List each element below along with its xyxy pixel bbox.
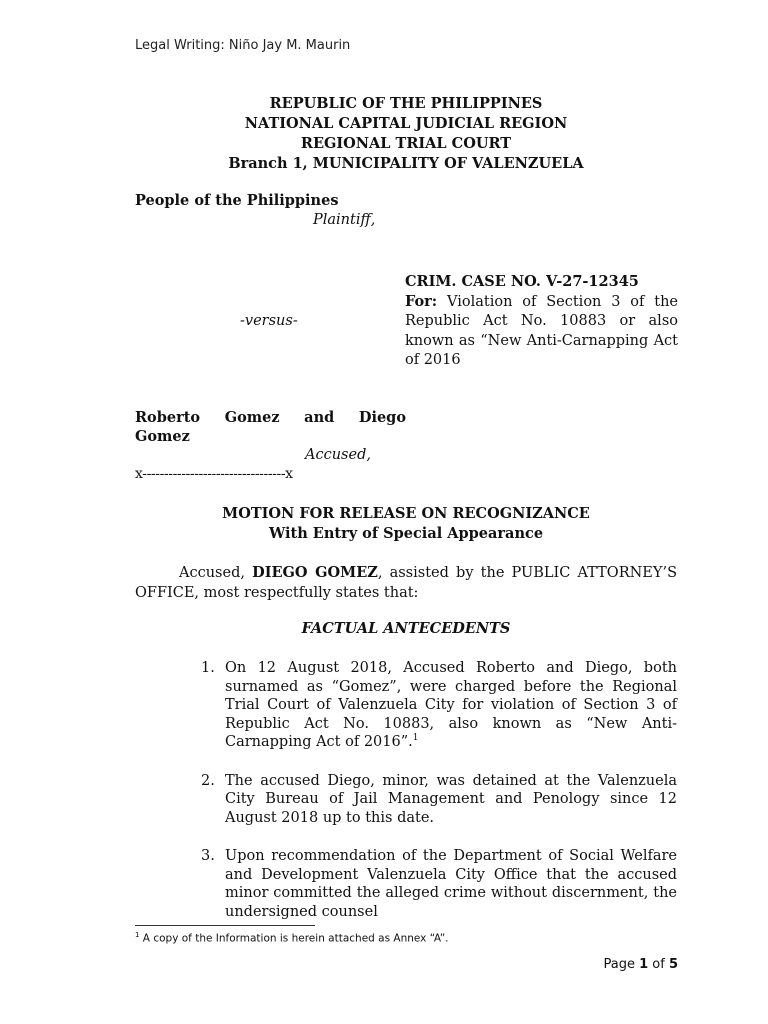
accused-names: Roberto Gomez and Diego Gomez	[135, 409, 406, 445]
plaintiff-name: People of the Philippines	[135, 192, 339, 209]
list-item-text: On 12 August 2018, Accused Roberto and Diego, both surnamed as “Gomez”, were charged before the Regional Trial Court of Valenzuela City for violation of Section 3 of Republic Act No. 10883, also known as “New Anti-Carnapping Act of 2016”.	[225, 660, 677, 750]
page-of: of	[648, 957, 669, 972]
footnote-reference[interactable]: 1	[412, 733, 419, 744]
motion-title	[135, 504, 677, 544]
case-for-text: Violation of Section 3 of the Republic Act No. 10883 or also known as “New Anti-Carnapping Act of 2016	[405, 293, 678, 368]
footnote-text: A copy of the Information is herein attached as Annex “A”.	[139, 932, 449, 945]
list-item-number: 1.	[201, 660, 215, 676]
section-heading: FACTUAL ANTECEDENTS	[301, 620, 511, 637]
footnote	[135, 931, 449, 945]
intro-paragraph	[135, 563, 677, 603]
page-number	[604, 957, 679, 972]
page-total: 5	[668, 957, 678, 972]
list-item-number: 3.	[201, 848, 215, 864]
antecedents-list	[201, 659, 677, 941]
court-line-trial-court: REGIONAL TRIAL COURT	[300, 135, 512, 152]
motion-title-sub: With Entry of Special Appearance	[268, 525, 544, 542]
page-current: 1	[639, 957, 649, 972]
intro-accused-name: DIEGO GOMEZ	[252, 564, 378, 581]
list-item-number: 2.	[201, 772, 215, 789]
court-line-region: NATIONAL CAPITAL JUDICIAL REGION	[244, 115, 568, 132]
motion-title-main: MOTION FOR RELEASE ON RECOGNIZANCE	[222, 505, 590, 522]
court-header	[135, 94, 677, 174]
footnote-divider	[135, 925, 315, 926]
intro-prefix: Accused,	[179, 565, 253, 581]
court-line-branch: Branch 1, MUNICIPALITY OF VALENZUELA	[228, 155, 584, 172]
court-line-republic: REPUBLIC OF THE PHILIPPINES	[269, 95, 543, 112]
list-item	[201, 847, 677, 921]
list-item	[201, 772, 677, 828]
plaintiff-role: Plaintiff,	[313, 212, 376, 228]
case-offense	[405, 292, 678, 371]
case-for-label: For:	[405, 292, 438, 310]
footnote-marker: 1	[135, 931, 140, 939]
page-label: Page	[603, 957, 640, 972]
accused-role: Accused,	[305, 447, 371, 463]
caption-separator: x---------------------------------x	[135, 466, 293, 482]
intro-suffix: , assisted by the PUBLIC ATTORNEY’S OFFICE, most respectfully states that:	[135, 565, 678, 601]
case-caption	[405, 272, 678, 371]
list-item-text: The accused Diego, minor, was detained at the Valenzuela City Bureau of Jail Management and Penology since 12 August 2018 up to this date.	[225, 772, 677, 826]
list-item	[201, 659, 677, 752]
list-item-text: Upon recommendation of the Department of Social Welfare and Development Valenzuela City Office that the accused minor committed the alleged crime without discernment, the undersigned counsel	[225, 848, 677, 920]
versus-label: -versus-	[240, 313, 298, 329]
case-number: CRIM. CASE NO. V-27-12345	[405, 273, 639, 290]
running-head: Legal Writing: Niño Jay M. Maurin	[135, 38, 351, 53]
